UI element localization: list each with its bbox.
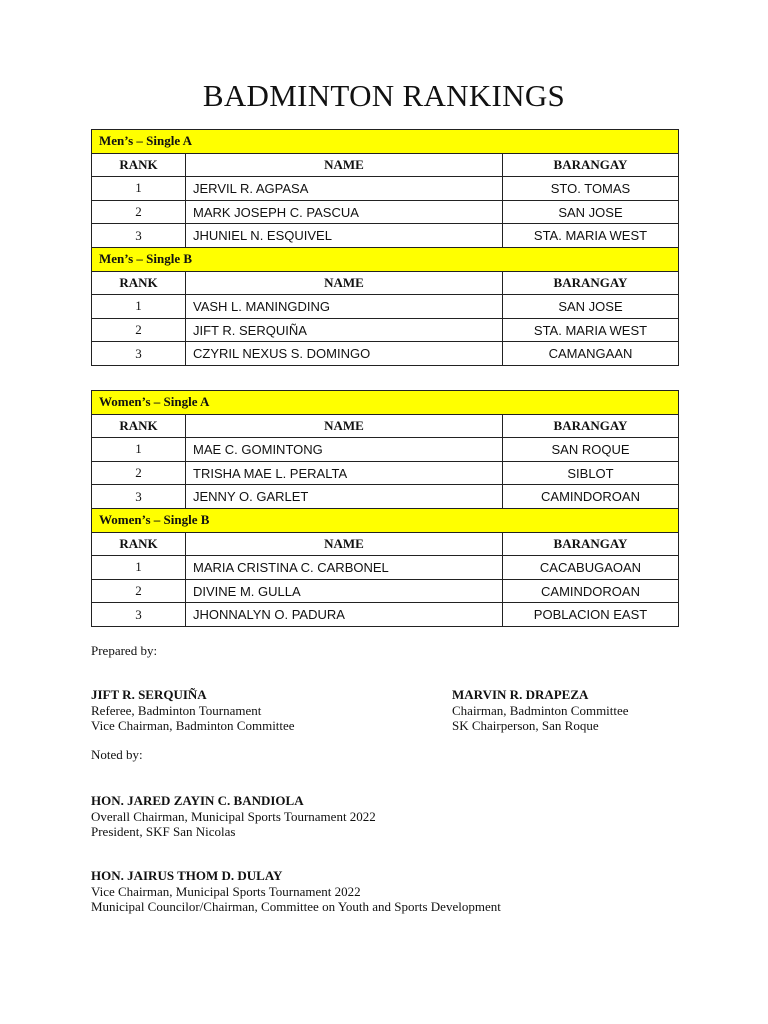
table-row — [92, 295, 679, 319]
barangay-cell: CAMINDOROAN — [503, 579, 679, 603]
name-cell: VASH L. MANINGDING — [186, 295, 503, 319]
page-title: BADMINTON RANKINGS — [202, 78, 566, 113]
name-cell: JENNY O. GARLET — [186, 485, 503, 509]
name-cell: JHUNIEL N. ESQUIVEL — [186, 224, 503, 248]
section-title: Men’s – Single A — [92, 130, 679, 154]
section-title: Women’s – Single B — [92, 508, 679, 532]
barangay-header: BARANGAY — [503, 532, 679, 556]
table-row — [92, 224, 679, 248]
signatory-title: SK Chairperson, San Roque — [452, 718, 599, 733]
barangay-cell: STA. MARIA WEST — [503, 318, 679, 342]
table-row — [92, 200, 679, 224]
signatory-name: HON. JARED ZAYIN C. BANDIOLA — [91, 793, 304, 808]
name-header: NAME — [186, 532, 503, 556]
rank-header: RANK — [92, 271, 186, 295]
noted-signatory-1 — [91, 793, 376, 840]
signatory-title: Overall Chairman, Municipal Sports Tournament 2022 — [91, 808, 376, 824]
mens-rankings-table — [91, 129, 679, 366]
rank-cell: 2 — [92, 579, 186, 603]
rank-cell: 3 — [92, 485, 186, 509]
barangay-cell: SIBLOT — [503, 461, 679, 485]
name-header: NAME — [186, 153, 503, 177]
signatory-title: Chairman, Badminton Committee — [452, 702, 629, 718]
barangay-cell: STO. TOMAS — [503, 177, 679, 201]
signatory-name: MARVIN R. DRAPEZA — [452, 687, 589, 702]
header-row — [92, 271, 679, 295]
name-header: NAME — [186, 414, 503, 438]
table-row — [92, 485, 679, 509]
rank-cell: 3 — [92, 224, 186, 248]
header-row — [92, 532, 679, 556]
section-row — [92, 247, 679, 271]
table-row — [92, 342, 679, 366]
barangay-cell: CACABUGAOAN — [503, 556, 679, 580]
rank-cell: 1 — [92, 177, 186, 201]
signatory-title: Municipal Councilor/Chairman, Committee on Youth and Sports Development — [91, 899, 501, 914]
name-cell: TRISHA MAE L. PERALTA — [186, 461, 503, 485]
barangay-header: BARANGAY — [503, 153, 679, 177]
barangay-cell: POBLACION EAST — [503, 603, 679, 627]
rank-header: RANK — [92, 414, 186, 438]
name-cell: JHONNALYN O. PADURA — [186, 603, 503, 627]
signatory-left — [91, 687, 295, 734]
signatory-title: President, SKF San Nicolas — [91, 824, 236, 839]
rank-cell: 1 — [92, 295, 186, 319]
signatory-right — [452, 687, 629, 734]
name-cell: JIFT R. SERQUIÑA — [186, 318, 503, 342]
name-cell: MARK JOSEPH C. PASCUA — [186, 200, 503, 224]
noted-signatory-2 — [91, 868, 501, 915]
section-row — [92, 391, 679, 415]
section-row — [92, 130, 679, 154]
table-row — [92, 438, 679, 462]
name-cell: JERVIL R. AGPASA — [186, 177, 503, 201]
section-title: Women’s – Single A — [92, 391, 679, 415]
name-cell: DIVINE M. GULLA — [186, 579, 503, 603]
rank-header: RANK — [92, 532, 186, 556]
name-header: NAME — [186, 271, 503, 295]
table-row — [92, 318, 679, 342]
prepared-by-label: Prepared by: — [91, 643, 158, 658]
rank-cell: 2 — [92, 200, 186, 224]
table-row — [92, 603, 679, 627]
barangay-cell: STA. MARIA WEST — [503, 224, 679, 248]
section-title: Men’s – Single B — [92, 247, 679, 271]
womens-rankings-table — [91, 390, 679, 627]
rank-cell: 3 — [92, 603, 186, 627]
barangay-header: BARANGAY — [503, 414, 679, 438]
rank-cell: 1 — [92, 438, 186, 462]
rank-cell: 2 — [92, 461, 186, 485]
rank-header: RANK — [92, 153, 186, 177]
name-cell: CZYRIL NEXUS S. DOMINGO — [186, 342, 503, 366]
signatory-title: Vice Chairman, Municipal Sports Tournament 2022 — [91, 883, 361, 899]
signatory-name: HON. JAIRUS THOM D. DULAY — [91, 868, 283, 883]
header-row — [92, 153, 679, 177]
rank-cell: 3 — [92, 342, 186, 366]
table-row — [92, 461, 679, 485]
barangay-cell: SAN JOSE — [503, 295, 679, 319]
name-cell: MAE C. GOMINTONG — [186, 438, 503, 462]
signatory-title: Referee, Badminton Tournament — [91, 702, 262, 718]
barangay-cell: SAN ROQUE — [503, 438, 679, 462]
barangay-cell: CAMANGAAN — [503, 342, 679, 366]
header-row — [92, 414, 679, 438]
section-row — [92, 508, 679, 532]
barangay-header: BARANGAY — [503, 271, 679, 295]
table-row — [92, 177, 679, 201]
noted-by-label: Noted by: — [91, 747, 143, 762]
barangay-cell: CAMINDOROAN — [503, 485, 679, 509]
signatory-title: Vice Chairman, Badminton Committee — [91, 718, 295, 733]
rank-cell: 2 — [92, 318, 186, 342]
name-cell: MARIA CRISTINA C. CARBONEL — [186, 556, 503, 580]
table-row — [92, 556, 679, 580]
rank-cell: 1 — [92, 556, 186, 580]
barangay-cell: SAN JOSE — [503, 200, 679, 224]
table-row — [92, 579, 679, 603]
signatory-name: JIFT R. SERQUIÑA — [91, 687, 207, 702]
